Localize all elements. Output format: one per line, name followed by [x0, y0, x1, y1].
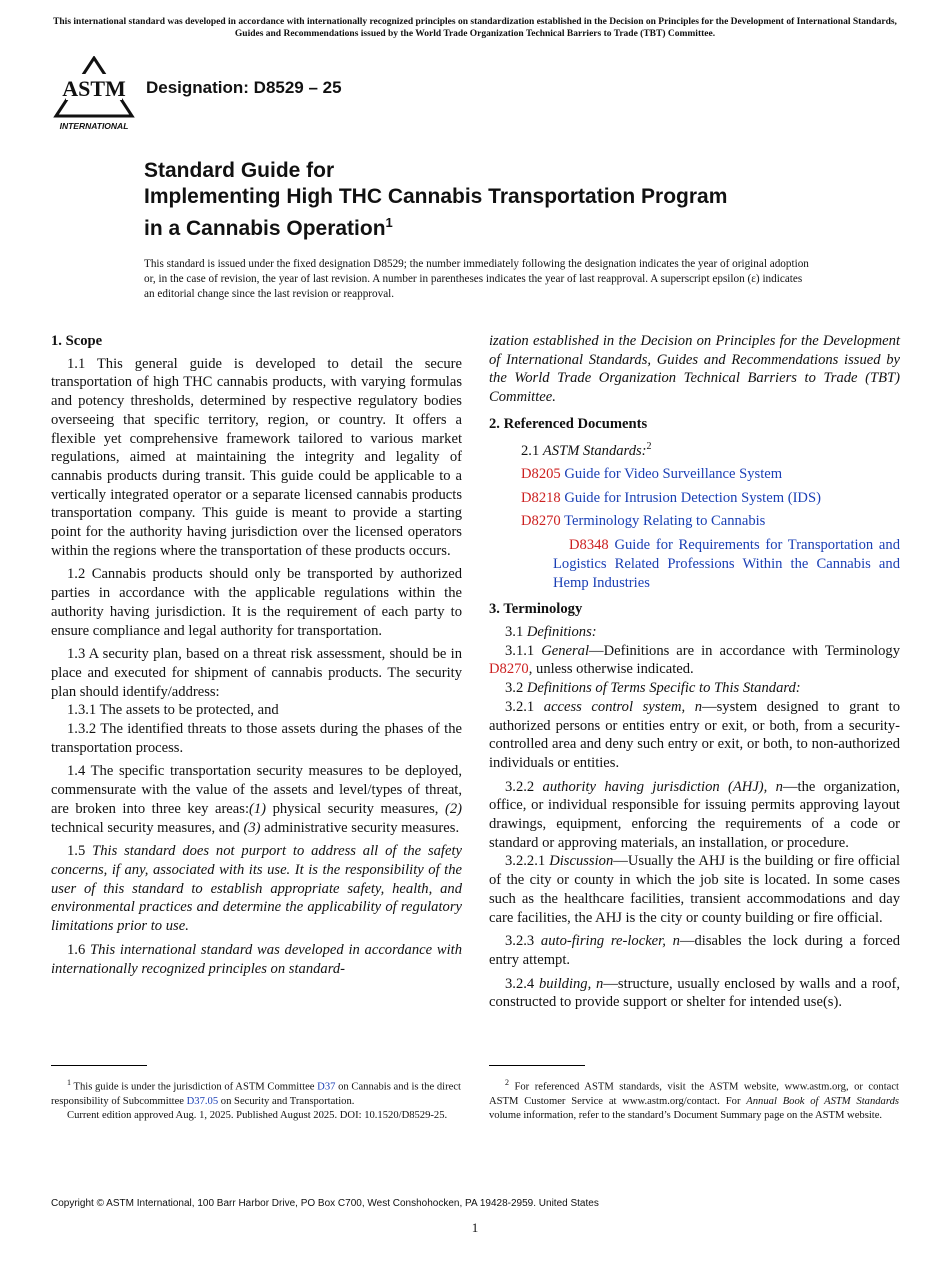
section-heading-scope: 1. Scope [51, 333, 103, 349]
section-heading-terminology: 3. Terminology [489, 601, 583, 618]
left-column [51, 332, 462, 983]
para-3-2-2-1: 3.2.2.1 Discussion—Usually the AHJ is the building or fire official of the city or county in which the job site is located. In some cases such as the healthcare facilities, transient accommodations and day care facilities, the AHJ is the city or county building or fire official. [489, 853, 901, 926]
title-footnote-mark: 1 [385, 215, 393, 230]
para-3-2-2: 3.2.2 authority having jurisdiction (AHJ), n—the organization, office, or individual responsible for issuing permits approving layout drawings, equipment, enforcing the requirements of a code or standard or approving materials, an installation, or procedure. [489, 778, 900, 851]
ref-link-d8270[interactable]: D8270 [489, 661, 529, 678]
footnote-divider-left [51, 1065, 147, 1066]
ref-item-d8348[interactable]: D8348 Guide for Requirements for Transportation and Logistics Related Professions Within the Cannabis and Hemp Industries [553, 537, 900, 591]
para-3-2-3: 3.2.3 auto-firing re-locker, n—disables the lock during a forced entry attempt. [489, 933, 900, 968]
logo-text: ASTM [62, 76, 126, 101]
copyright: Copyright © ASTM International, 100 Barr Harbor Drive, PO Box C700, West Conshohocken, PA 19428-2959. United States [51, 1198, 599, 1209]
issued-note: This standard is issued under the fixed designation D8529; the number immediately following the designation indicates the year of original adoption or, in the case of revision, the year of last revision. A number in parentheses indicates the year of last reapproval. A superscript epsilon (ε) indicates an editorial change since the last revision or reapproval. [144, 258, 809, 300]
astm-logo-icon [52, 56, 136, 132]
link-d37[interactable]: D37 [317, 1081, 336, 1093]
designation: Designation: D8529 – 25 [146, 78, 342, 97]
ref-item-d8205[interactable]: D8205 Guide for Video Surveillance System [521, 466, 783, 483]
para-1-3: 1.3 A security plan, based on a threat risk assessment, should be in place and executed for shipment of cannabis products. The security plan should identify/address: [51, 646, 462, 700]
document-title [144, 158, 844, 242]
section-heading-referenced-documents: 2. Referenced Documents [489, 415, 648, 432]
para-1-2: 1.2 Cannabis products should only be transported by authorized parties in accordance with the applicable regulations within the authority having jurisdiction. It is the requirement of each party to ensure compliance and legal authority for transportation. [51, 566, 462, 639]
subsection-astm-standards: 2.1 ASTM Standards:$^2$ [521, 440, 652, 459]
footnote-1: $^1$ This guide is under the jurisdiction of ASTM Committee D37 on Cannabis and is the direct responsibility of Subcommittee D37.05 on Security and Transportation. Current edition approved Aug. 1, 2025. Published August 2025. DOI: 10.1520/D8529-25. [51, 1078, 461, 1121]
para-1-6: 1.6 This international standard was developed in accordance with internationally recognized principles on standard- [51, 941, 463, 977]
para-1-3-2: 1.3.2 The identified threats to those assets during the phases of the transportation process. [51, 721, 462, 756]
para-3-1-1: 3.1.1 General—Definitions are in accordance with Terminology D8270, unless otherwise indicated. [489, 642, 900, 678]
footnote-2: $^2$ For referenced ASTM standards, visit the ASTM website, www.astm.org, or contact ASTM Customer Service at www.astm.org/contact. For Annual Book of ASTM Standards volume information, refer to the standard’s Document Summary page on the ASTM website. [489, 1078, 899, 1121]
para-3-1: 3.1 Definitions: [505, 624, 597, 640]
header-notice: This international standard was developed in accordance with internationally recognized principles on standardization established in the Decision on Principles for the Development of International Standards, Guides and Recommendations issued by the World Trade Organization Technical Barriers to Trade (TBT) Committee. [53, 17, 897, 39]
title-line-2: Implementing High THC Cannabis Transportation Program [144, 185, 728, 208]
para-1-3-1: 1.3.1 The assets to be protected, and [67, 702, 279, 719]
para-1-1: 1.1 This general guide is developed to detail the secure transportation of high THC cannabis products, with varying formulas and potency thresholds, determined by respective regulatory bodies overseeing that specific territory, region, or country. It offers a flexible yet comprehensive framework tailored to various market regulations, aimed at maintaining the integrity and legality of cannabis products during transit. This guide could be applicable to a vertically integrated operator or a separate licensed cannabis products transportation company. This guide is meant to provide a starting point for the authority having jurisdiction over the licensed operators within the regions where the transportation of these products occurs. [51, 355, 462, 559]
right-column [489, 332, 900, 1017]
link-d37-05[interactable]: D37.05 [186, 1095, 219, 1107]
ref-item-d8270[interactable]: D8270 Terminology Relating to Cannabis [521, 513, 766, 530]
title-line-1: Standard Guide for [144, 159, 335, 182]
para-1-5: 1.5 This standard does not purport to address all of the safety concerns, if any, associated with its use. It is the responsibility of the user of this standard to establish appropriate safety, health, and environmental practices and determine the applicability of regulatory limitations prior to use. [51, 843, 462, 935]
para-3-2: 3.2 Definitions of Terms Specific to This Standard: [505, 680, 801, 697]
ref-item-d8218[interactable]: D8218 Guide for Intrusion Detection System (IDS) [521, 489, 821, 506]
logo-subtext: INTERNATIONAL [59, 121, 129, 131]
para-1-6-continued: ization established in the Decision on Principles for the Development of International Standards, Guides and Recommendations issued by the World Trade Organization Technical Barriers to Trade (TBT) Committee. [489, 333, 900, 406]
para-3-2-1: 3.2.1 access control system, n—system designed to grant to authorized persons or entities entry or exit, or both, from a security-controlled area and deny such entry or exit, or both, to non-authorized individuals or entities. [489, 698, 900, 771]
para-3-2-4: 3.2.4 building, n—structure, usually enclosed by walls and a roof, constructed to provide support or shelter for intended use(s). [489, 975, 901, 1011]
page-number: 1 [471, 1220, 479, 1235]
footnote-divider-right [489, 1065, 585, 1066]
para-1-4: 1.4 The specific transportation security measures to be deployed, commensurate with the value of the assets and level/types of threat, are broken into three key areas:(1) physical security measures, (2) technical security measures, and (3) administrative security measures. [51, 763, 462, 836]
title-line-3: in a Cannabis Operation [144, 217, 386, 240]
